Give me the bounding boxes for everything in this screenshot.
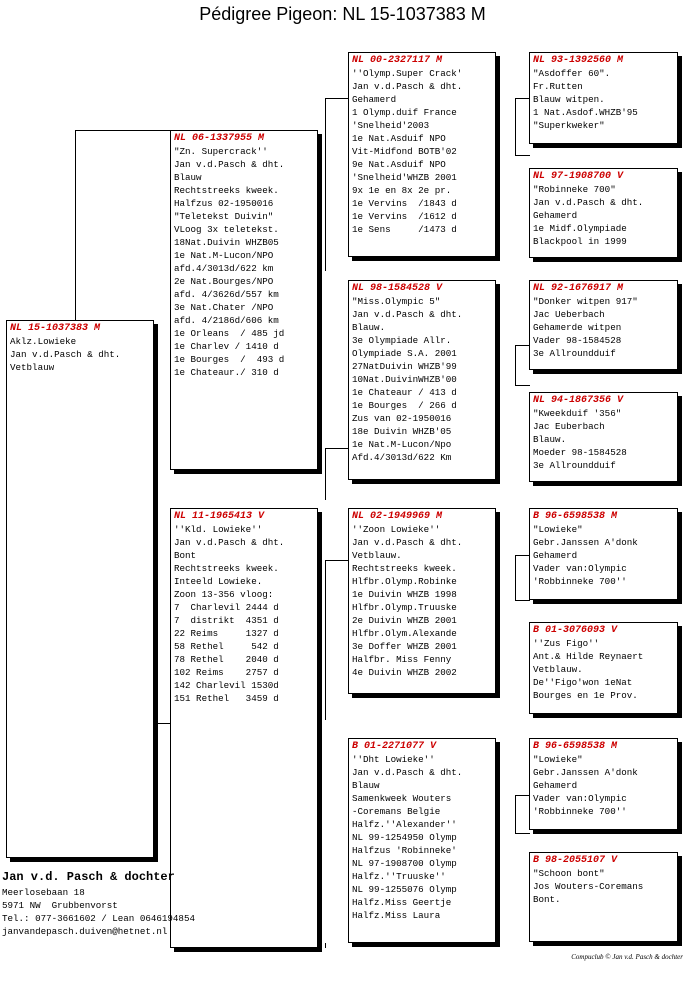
info-line: Jan v.d.Pasch & dht.	[352, 81, 463, 92]
info-line: Gebr.Janssen A'donk	[533, 767, 638, 778]
info-line: Moeder 98-1584528	[533, 447, 627, 458]
info-line: NL 97-1908700 Olymp	[352, 858, 457, 869]
owner-city: 5971 NW Grubbenvorst	[2, 900, 118, 911]
ring-number: B 01-2271077 V	[352, 741, 437, 752]
info-line: Afd.4/3013d/622 Km	[352, 452, 452, 463]
sire-dam-card	[348, 280, 496, 480]
info-line: 'Snelheid'WHZB 2001	[352, 172, 457, 183]
info-line: Vader van:Olympic	[533, 793, 627, 804]
info-line: 1e Midf.Olympiade	[533, 223, 627, 234]
ring-number: NL 11-1965413 V	[174, 511, 265, 522]
info-line: Rechtstreeks kweek.	[174, 563, 279, 574]
info-line: Bont	[174, 550, 197, 561]
info-line: Blauw witpen.	[533, 94, 605, 105]
info-line: "Kweekduif '356"	[533, 408, 622, 419]
info-line: Halfzus 02-1950016	[174, 198, 274, 209]
connector-line	[515, 345, 530, 346]
info-line: 22 Reims 1327 d	[174, 628, 279, 639]
info-line: 3e Allroundduif	[533, 348, 616, 359]
info-line: Jac Euberbach	[533, 421, 605, 432]
page-title: Pédigree Pigeon: NL 15-1037383 M	[199, 4, 486, 24]
info-line: Vader van:Olympic	[533, 563, 627, 574]
info-line: "Superkweker"	[533, 120, 605, 131]
connector-line	[515, 98, 530, 99]
info-line: 2e Nat.Bourges/NPO	[174, 276, 274, 287]
connector-line	[515, 345, 516, 385]
great-grandparent-card	[529, 738, 678, 830]
info-line: 'Robbinneke 700''	[533, 576, 627, 587]
great-grandparent-card	[529, 622, 678, 714]
info-line: Jan v.d.Pasch & dht.	[352, 309, 463, 320]
info-line: "Lowieke"	[533, 524, 583, 535]
sire-sire-card	[348, 52, 496, 257]
info-line: 1e Vervins /1612 d	[352, 211, 457, 222]
info-line: 3e Olympiade Allr.	[352, 335, 452, 346]
great-grandparent-card	[529, 392, 678, 482]
info-line: -Coremans Belgie	[352, 806, 441, 817]
connector-line	[325, 560, 349, 561]
info-line: "Schoon bont"	[533, 868, 605, 879]
info-line: 7 Charlevil 2444 d	[174, 602, 279, 613]
info-line: "Zn. Supercrack''	[174, 146, 268, 157]
owner-address: Meerlosebaan 18	[2, 887, 85, 898]
info-line: Jan v.d.Pasch & dht.	[533, 197, 644, 208]
info-line: Hlfbr.Olym.Alexande	[352, 628, 457, 639]
connector-line	[325, 98, 326, 271]
info-line: Bont.	[533, 894, 561, 905]
info-line: 1e Chateaur./ 310 d	[174, 367, 279, 378]
info-line: "Asdoffer 60".	[533, 68, 611, 79]
info-line: Gehamerde witpen	[533, 322, 622, 333]
info-line: "Miss.Olympic 5"	[352, 296, 441, 307]
info-line: Hlfbr.Olymp.Robinke	[352, 576, 457, 587]
info-line: 1e Chateaur / 413 d	[352, 387, 457, 398]
info-line: Zus van 02-1950016	[352, 413, 452, 424]
info-line: Halfz.Miss Geertje	[352, 897, 452, 908]
info-line: 102 Reims 2757 d	[174, 667, 279, 678]
info-line: 1e Charlev / 1410 d	[174, 341, 279, 352]
info-line: ''Olymp.Super Crack'	[352, 68, 463, 79]
info-line: Halfz.Miss Laura	[352, 910, 441, 921]
info-line: "Teletekst Duivin"	[174, 211, 274, 222]
info-line: De''Figo'won 1eNat	[533, 677, 633, 688]
ring-number: B 98-2055107 V	[533, 855, 618, 866]
info-line: Halfz.''Alexander''	[352, 819, 457, 830]
connector-line	[325, 943, 326, 948]
info-line: "Lowieke"	[533, 754, 583, 765]
info-line: Zoon 13-356 vloog:	[174, 589, 274, 600]
info-line: 1e Nat.M-Lucon/NPO	[174, 250, 274, 261]
info-line: Jan v.d.Pasch & dht.	[10, 349, 121, 360]
info-line: Vetblauw	[10, 362, 55, 373]
owner-phone: Tel.: 077-3661602 / Lean 0646194854	[2, 913, 195, 924]
great-grandparent-card	[529, 52, 678, 144]
info-line: Samenkweek Wouters	[352, 793, 452, 804]
info-line: Vetblauw.	[533, 664, 583, 675]
info-line: 1e Bourges / 266 d	[352, 400, 457, 411]
connector-line	[325, 448, 326, 500]
info-line: 1e Bourges / 493 d	[174, 354, 285, 365]
info-line: Jan v.d.Pasch & dht.	[352, 767, 463, 778]
info-line: 10Nat.DuivinWHZB'00	[352, 374, 457, 385]
info-line: Gehamerd	[533, 210, 578, 221]
info-line: ''Dht Lowieke''	[352, 754, 435, 765]
info-line: ''Zoon Lowieke''	[352, 524, 441, 535]
subject-pigeon-card	[6, 320, 154, 858]
info-line: Vetblauw.	[352, 550, 402, 561]
info-line: Halfbr. Miss Fenny	[352, 654, 452, 665]
info-line: ''Zus Figo''	[533, 638, 600, 649]
info-line: Inteeld Lowieke.	[174, 576, 263, 587]
info-line: 4e Duivin WHZB 2002	[352, 667, 457, 678]
info-line: Fr.Rutten	[533, 81, 583, 92]
connector-line	[515, 555, 530, 556]
info-line: Bourges en 1e Prov.	[533, 690, 638, 701]
owner-info	[2, 868, 195, 938]
info-line: Blackpool in 1999	[533, 236, 627, 247]
info-line: 142 Charlevil 1530d	[174, 680, 279, 691]
ring-number: NL 15-1037383 M	[10, 323, 101, 334]
connector-line	[515, 600, 530, 601]
info-line: 9e Nat.Asduif NPO	[352, 159, 446, 170]
info-line: 58 Rethel 542 d	[174, 641, 279, 652]
owner-name: Jan v.d. Pasch & dochter	[2, 870, 175, 884]
ring-number: NL 06-1337955 M	[174, 133, 265, 144]
ring-number: NL 97-1908700 V	[533, 171, 624, 182]
ring-number: B 96-6598538 M	[533, 511, 618, 522]
info-line: 18Nat.Duivin WHZB05	[174, 237, 279, 248]
info-line: Gehamerd	[352, 94, 397, 105]
info-line: Halfzus 'Robinneke'	[352, 845, 457, 856]
info-line: 1e Nat.M-Lucon/Npo	[352, 439, 452, 450]
ring-number: NL 92-1676917 M	[533, 283, 624, 294]
ring-number: NL 93-1392560 M	[533, 55, 624, 66]
info-line: Gebr.Janssen A'donk	[533, 537, 638, 548]
info-line: Vader 98-1584528	[533, 335, 622, 346]
info-line: 1e Vervins /1843 d	[352, 198, 457, 209]
footer-credit: Compuclub © Jan v.d. Pasch & dochter	[571, 953, 683, 961]
info-line: Gehamerd	[533, 550, 578, 561]
connector-line	[325, 448, 349, 449]
info-line: afd. 4/3626d/557 km	[174, 289, 279, 300]
info-line: 3e Nat.Chater /NPO	[174, 302, 274, 313]
info-line: Vit-Midfond BOTB'02	[352, 146, 457, 157]
ring-number: B 96-6598538 M	[533, 741, 618, 752]
info-line: 1e Sens /1473 d	[352, 224, 457, 235]
info-line: "Robinneke 700"	[533, 184, 616, 195]
connector-line	[515, 155, 530, 156]
info-line: 78 Rethel 2040 d	[174, 654, 279, 665]
info-line: "Donker witpen 917"	[533, 296, 638, 307]
connector-line	[515, 385, 530, 386]
info-line: 1e Duivin WHZB 1998	[352, 589, 457, 600]
info-line: Hlfbr.Olymp.Truuske	[352, 602, 457, 613]
info-line: Jan v.d.Pasch & dht.	[352, 537, 463, 548]
info-line: Blauw.	[352, 322, 386, 333]
info-line: Olympiade S.A. 2001	[352, 348, 457, 359]
info-line: 9x 1e en 8x 2e pr.	[352, 185, 452, 196]
great-grandparent-card	[529, 508, 678, 600]
connector-line	[515, 795, 530, 796]
info-line: Ant.& Hilde Reynaert	[533, 651, 644, 662]
dam-dam-card	[348, 738, 496, 943]
info-line: VLoog 3x teletekst.	[174, 224, 279, 235]
info-line: 3e Allroundduif	[533, 460, 616, 471]
info-line: 3e Doffer WHZB 2001	[352, 641, 457, 652]
info-line: afd. 4/2186d/606 km	[174, 315, 279, 326]
info-line: Jac Ueberbach	[533, 309, 605, 320]
info-line: 'Snelheid'2003	[352, 120, 430, 131]
info-line: NL 99-1255076 Olymp	[352, 884, 457, 895]
connector-line	[515, 555, 516, 600]
ring-number: NL 98-1584528 V	[352, 283, 443, 294]
info-line: Rechtstreeks kweek.	[174, 185, 279, 196]
info-line: Blauw	[352, 780, 380, 791]
dam-sire-card	[348, 508, 496, 694]
info-line: 1 Nat.Asdof.WHZB'95	[533, 107, 638, 118]
ring-number: NL 02-1949969 M	[352, 511, 443, 522]
info-line: Halfz.''Truuske''	[352, 871, 446, 882]
ring-number: B 01-3076093 V	[533, 625, 618, 636]
info-line: Jan v.d.Pasch & dht.	[174, 537, 285, 548]
connector-line	[515, 833, 530, 834]
great-grandparent-card	[529, 280, 678, 370]
info-line: afd.4/3013d/622 km	[174, 263, 274, 274]
ring-number: NL 94-1867356 V	[533, 395, 624, 406]
info-line: 1 Olymp.duif France	[352, 107, 457, 118]
great-grandparent-card	[529, 168, 678, 258]
info-line: 2e Duivin WHZB 2001	[352, 615, 457, 626]
info-line: Blauw	[174, 172, 202, 183]
sire-card	[170, 130, 318, 470]
great-grandparent-card	[529, 852, 678, 942]
connector-line	[75, 130, 171, 131]
info-line: Blauw.	[533, 434, 567, 445]
info-line: ''Kld. Lowieke''	[174, 524, 263, 535]
connector-line	[325, 98, 349, 99]
connector-line	[325, 560, 326, 720]
connector-line	[515, 795, 516, 833]
info-line: Jos Wouters-Coremans	[533, 881, 644, 892]
info-line: Aklz.Lowieke	[10, 336, 77, 347]
info-line: 7 distrikt 4351 d	[174, 615, 279, 626]
info-line: Gehamerd	[533, 780, 578, 791]
info-line: 'Robbinneke 700''	[533, 806, 627, 817]
ring-number: NL 00-2327117 M	[352, 55, 443, 66]
info-line: 27NatDuivin WHZB'99	[352, 361, 457, 372]
info-line: Jan v.d.Pasch & dht.	[174, 159, 285, 170]
info-line: NL 99-1254950 Olymp	[352, 832, 457, 843]
connector-line	[515, 98, 516, 155]
owner-email[interactable]: janvandepasch.duiven@hetnet.nl	[2, 926, 168, 937]
info-line: 18e Duivin WHZB'05	[352, 426, 452, 437]
info-line: 1e Orleans / 485 jd	[174, 328, 285, 339]
info-line: Rechtstreeks kweek.	[352, 563, 457, 574]
info-line: 1e Nat.Asduif NPO	[352, 133, 446, 144]
connector-line	[75, 130, 76, 320]
info-line: 151 Rethel 3459 d	[174, 693, 279, 704]
